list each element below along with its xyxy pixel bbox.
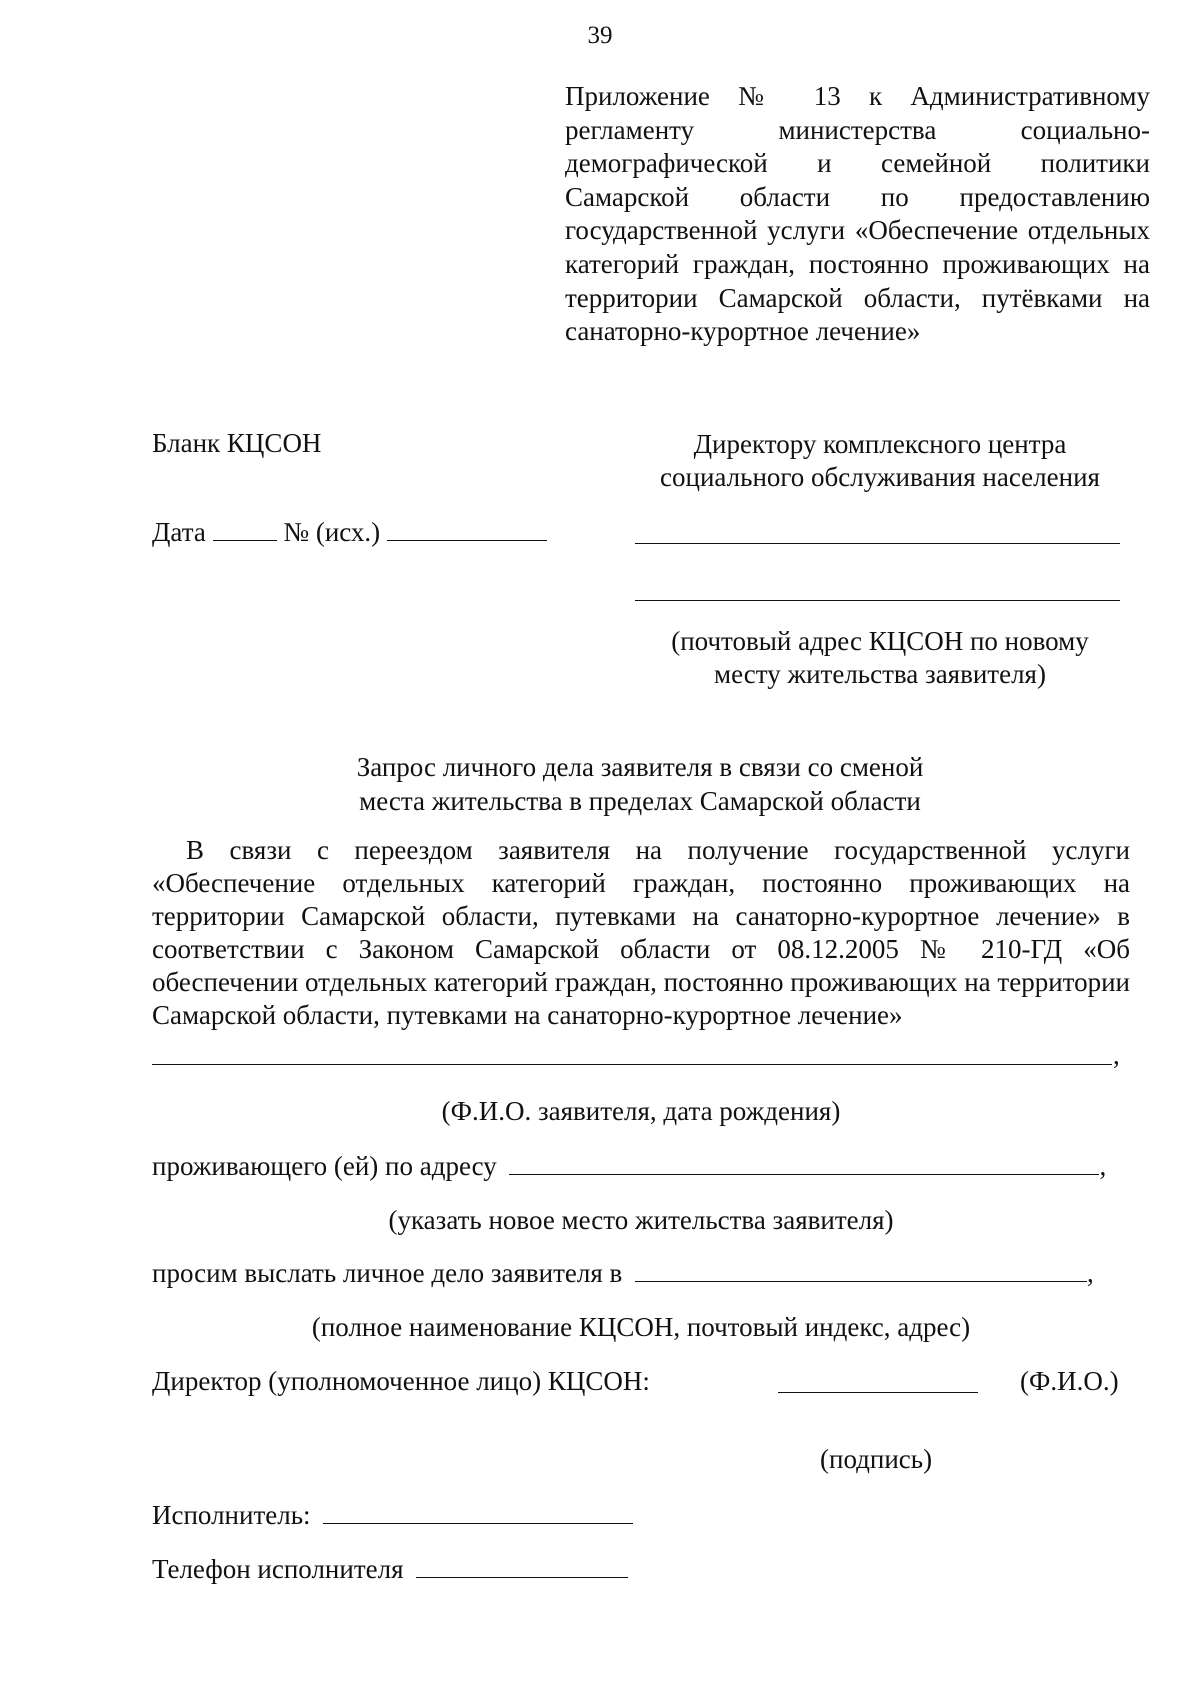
addressee-line-2: социального обслуживания населения: [660, 462, 1100, 492]
director-label: Директор (уполномоченное лицо) КЦСОН:: [152, 1366, 650, 1396]
residence-address-field[interactable]: [509, 1152, 1099, 1175]
kcson-caption: (полное наименование КЦСОН, почтовый индекс, адрес): [311, 1312, 971, 1342]
request-paragraph: [152, 834, 1130, 1032]
applicant-name-field[interactable]: [152, 1064, 1112, 1065]
executor-label: Исполнитель:: [152, 1500, 311, 1530]
document-title-line-1: Запрос личного дела заявителя в связи со сменой: [356, 752, 924, 782]
residence-row: [152, 1151, 1130, 1182]
new-address-caption: (указать новое место жительства заявителя): [388, 1205, 894, 1235]
page-number: 39: [587, 22, 613, 49]
address-caption-line-2: месту жительства заявителя): [714, 659, 1046, 689]
send-request-label: просим выслать личное дело заявителя в: [152, 1258, 623, 1288]
send-request-row: [152, 1258, 1130, 1289]
addressee-line-1: Директору комплексного центра: [693, 429, 1067, 459]
executor-phone-field[interactable]: [416, 1555, 628, 1578]
send-request-comma: ,: [1087, 1258, 1094, 1288]
executor-field[interactable]: [323, 1501, 633, 1524]
signature-caption: (подпись): [820, 1444, 933, 1474]
addressee-block: [620, 428, 1140, 494]
address-field-line-1[interactable]: [635, 543, 1120, 544]
document-title: [200, 750, 1080, 818]
director-signature-field[interactable]: [778, 1392, 978, 1393]
applicant-name-caption: (Ф.И.О. заявителя, дата рождения): [441, 1096, 841, 1126]
target-kcson-field[interactable]: [635, 1259, 1087, 1282]
executor-phone-row: [152, 1554, 628, 1585]
applicant-name-comma: ,: [1113, 1040, 1120, 1070]
blank-label: Бланк КЦСОН: [152, 428, 322, 458]
outgoing-number-field[interactable]: [387, 518, 547, 541]
date-number-row: [152, 517, 547, 548]
date-label: Дата: [152, 517, 206, 547]
document-title-line-2: места жительства в пределах Самарской области: [359, 786, 921, 816]
appendix-note: Приложение № 13 к Административному регламенту министерства социально-демографической и семейной политики Самарской области по предоставлению государственной услуги «Обеспечение отдельных категорий граждан, постоянно проживающих на территории Самарской области, путёвками на санаторно-курортное лечение»: [565, 81, 1150, 347]
residence-label: проживающего (ей) по адресу: [152, 1151, 497, 1181]
outgoing-number-label: № (исх.): [283, 517, 381, 547]
request-paragraph-text: В связи с переездом заявителя на получение государственной услуги «Обеспечение отдельных категорий граждан, постоянно проживающих на территории Самарской области, путевками на санаторно-курортное лечение» в соответствии с Законом Самарской области от 08.12.2005 № 210-ГД «Об обеспечении отдельных категорий граждан, постоянно проживающих на территории Самарской области, путевками на санаторно-курортное лечение»: [152, 835, 1130, 1030]
director-fio-label: (Ф.И.О.): [1020, 1366, 1119, 1396]
executor-row: [152, 1500, 633, 1531]
address-field-line-2[interactable]: [635, 600, 1120, 601]
address-caption: [620, 625, 1140, 691]
executor-phone-label: Телефон исполнителя: [152, 1554, 404, 1584]
address-caption-line-1: (почтовый адрес КЦСОН по новому: [671, 626, 1089, 656]
date-field[interactable]: [213, 518, 277, 541]
residence-comma: ,: [1099, 1151, 1107, 1181]
